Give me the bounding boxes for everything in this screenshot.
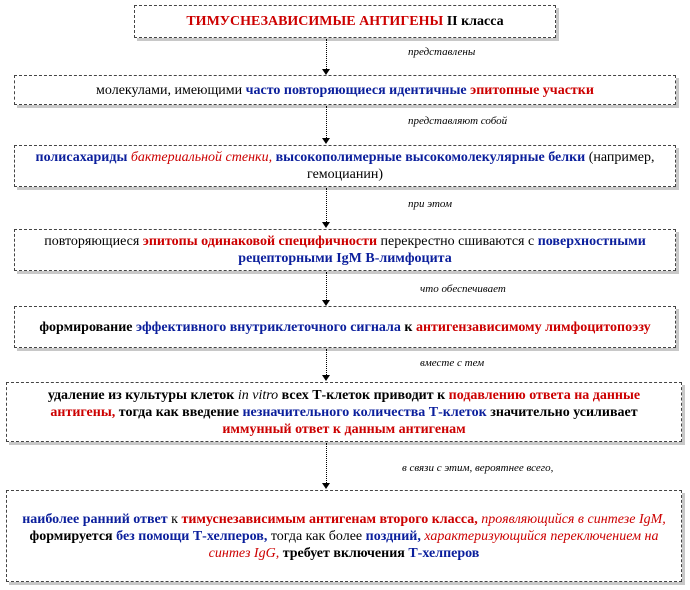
box2-t3: высокополимерные высокомолекулярные белки <box>275 150 586 165</box>
box6-t8: поздний, <box>365 528 421 544</box>
box-removal-text <box>15 387 673 438</box>
title-black: II класса <box>446 14 504 29</box>
box5-t4: подавлению ответа на данные антигены, <box>50 387 641 420</box>
box-molecules <box>14 75 676 105</box>
box5-t8: иммунный ответ к данным антигенам <box>222 421 466 437</box>
box4-t2: эффективного внутриклеточного сигнала <box>136 319 401 335</box>
box6-t7: тогда как более <box>270 528 363 544</box>
caption-2: представляют собой <box>408 115 508 127</box>
box3-t1: повторяющиеся <box>44 234 140 249</box>
arrow-3 <box>322 222 330 228</box>
box3-t4: поверхностными рецепторными IgM В-лимфоцита <box>238 234 646 266</box>
caption-5: вместе с тем <box>420 357 485 369</box>
box1-t3: эпитопные участки <box>470 82 594 98</box>
box2-t1: полисахариды <box>35 150 128 165</box>
box4-t3: к <box>404 319 413 335</box>
box5-t1: удаление из культуры клеток <box>47 387 235 403</box>
caption-3: при этом <box>408 198 452 210</box>
box6-t4: проявляющийся в синтезе IgM, <box>481 511 666 527</box>
box-signal <box>14 306 676 348</box>
box6-t2: к <box>171 511 178 527</box>
box1-t2: часто повторяющиеся идентичные <box>245 82 467 98</box>
box-polysaccharides <box>14 145 676 187</box>
box6-t11: Т-хелперов <box>408 545 480 561</box>
box6-t10: требует включения <box>282 545 405 561</box>
box5-t3: всех Т-клеток приводит к <box>281 387 446 403</box>
box5-t7: значительно усиливает <box>490 404 638 420</box>
box-epitopes <box>14 229 676 271</box>
connector-5 <box>326 349 327 375</box>
box2-t2: бактериальной стенки, <box>130 150 273 165</box>
connector-3 <box>326 188 327 222</box>
caption-1: представлены <box>408 46 476 58</box>
caption-6: в связи с этим, вероятнее всего, <box>402 462 554 474</box>
box-polysaccharides-text <box>23 149 667 183</box>
caption-4: что обеспечивает <box>420 283 506 295</box>
box1-t1: молекулами, имеющими <box>96 82 243 98</box>
box6-t3: тимуснезависимым антигенам второго класса, <box>181 511 478 527</box>
arrow-5 <box>322 375 330 381</box>
box-molecules-text <box>96 82 594 99</box>
box-epitopes-text <box>23 233 667 267</box>
box-removal <box>6 382 682 442</box>
connector-4 <box>326 272 327 300</box>
title-red: ТИМУСНЕЗАВИСИМЫЕ АНТИГЕНЫ <box>186 14 444 29</box>
box3-t2: эпитопы одинаковой специфичности <box>142 234 378 249</box>
box6-t6: без помощи Т-хелперов, <box>116 528 268 544</box>
box2-t4: (например, гемоцианин) <box>307 150 655 182</box>
box5-t6: незначительного количества Т-клеток <box>242 404 487 420</box>
arrow-6 <box>322 483 330 489</box>
box5-t5: тогда как введение <box>118 404 239 420</box>
connector-2 <box>326 106 327 138</box>
box6-t9: характеризующийся переключением на синтез IgG, <box>208 528 659 561</box>
box-signal-text <box>39 319 650 336</box>
title-box <box>134 5 556 38</box>
box6-t1: наиболее ранний ответ <box>22 511 168 527</box>
box4-t4: антигензависимому лимфоцитопоэзу <box>415 319 651 335</box>
box6-t5: формируется <box>29 528 113 544</box>
connector-6 <box>326 443 327 483</box>
connector-1 <box>326 39 327 69</box>
box3-t3: перекрестно сшиваются с <box>380 234 535 249</box>
title-text <box>186 13 503 30</box>
box-early-response-text <box>15 511 673 562</box>
arrow-2 <box>322 138 330 144</box>
box4-t1: формирование <box>39 319 133 335</box>
box-early-response <box>6 490 682 582</box>
box5-t2: in vitro <box>237 387 279 403</box>
